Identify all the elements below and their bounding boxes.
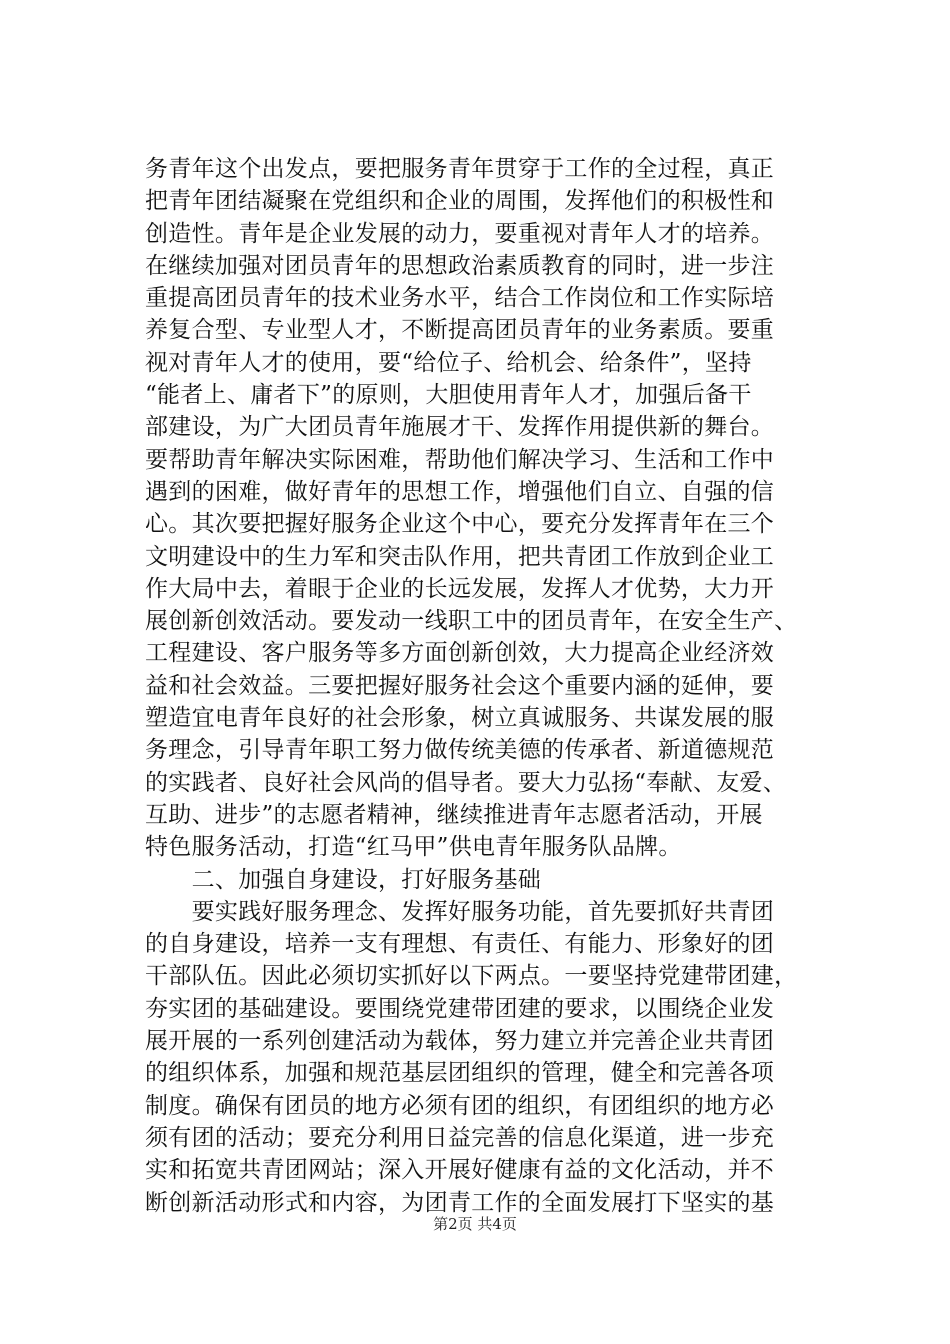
- text-line: 务青年这个出发点，要把服务青年贯穿于工作的全过程，真正: [145, 156, 775, 182]
- text-line: 的组织体系，加强和规范基层团组织的管理，健全和完善各项: [145, 1060, 775, 1087]
- text-line: 文明建设中的生力军和突击队作用，把共青团工作放到企业工: [145, 543, 775, 570]
- text-line: 养复合型、专业型人才，不断提高团员青年的业务素质。要重: [145, 317, 775, 344]
- text-line: 要实践好服务理念、发挥好服务功能，首先要抓好共青团: [145, 898, 775, 925]
- text-line: 干部队伍。因此必须切实抓好以下两点。一要坚持党建带团建，: [145, 963, 798, 990]
- text-line: 把青年团结凝聚在党组织和企业的周围，发挥他们的积极性和: [145, 188, 775, 215]
- section-heading: 二、加强自身建设，打好服务基础: [145, 866, 542, 893]
- text-line: “能者上、庸者下”的原则，大胆使用青年人才，加强后备干: [145, 382, 752, 409]
- text-line: 展创新创效活动。要发动一线职工中的团员青年，在安全生产、: [145, 608, 798, 635]
- text-line: 遇到的困难，做好青年的思想工作，增强他们自立、自强的信: [145, 478, 775, 505]
- text-line: 在继续加强对团员青年的思想政治素质教育的同时，进一步注: [145, 252, 775, 279]
- text-line: 创造性。青年是企业发展的动力，要重视对青年人才的培养。: [145, 220, 775, 247]
- text-line: 要帮助青年解决实际困难，帮助他们解决学习、生活和工作中: [145, 446, 775, 473]
- text-line: 工程建设、客户服务等多方面创新创效，大力提高企业经济效: [145, 640, 775, 667]
- text-line: 展开展的一系列创建活动为载体，努力建立并完善企业共青团: [145, 1028, 775, 1055]
- text-line: 益和社会效益。三要把握好服务社会这个重要内涵的延伸，要: [145, 672, 775, 699]
- text-line: 夯实团的基础建设。要围绕党建带团建的要求，以围绕企业发: [145, 995, 775, 1022]
- text-line: 作大局中去，着眼于企业的长远发展，发挥人才优势，大力开: [145, 575, 775, 602]
- text-line: 重提高团员青年的技术业务水平，结合工作岗位和工作实际培: [145, 285, 775, 312]
- text-line: 实和拓宽共青团网站；深入开展好健康有益的文化活动，并不: [145, 1157, 775, 1184]
- text-line: 心。其次要把握好服务企业这个中心，要充分发挥青年在三个: [145, 511, 775, 538]
- page-number-footer: 第2页 共4页: [433, 1215, 517, 1233]
- text-line: 制度。确保有团员的地方必须有团的组织，有团组织的地方必: [145, 1092, 775, 1119]
- text-line: 塑造宜电青年良好的社会形象，树立真诚服务、共谋发展的服: [145, 705, 775, 732]
- text-line: 视对青年人才的使用，要“给位子、给机会、给条件”，坚持: [145, 349, 752, 376]
- text-line: 断创新活动形式和内容，为团青工作的全面发展打下坚实的基: [145, 1189, 775, 1216]
- text-line: 部建设，为广大团员青年施展才干、发挥作用提供新的舞台。: [145, 414, 775, 441]
- text-line: 互助、进步”的志愿者精神，继续推进青年志愿者活动，开展: [145, 801, 763, 828]
- text-line: 须有团的活动；要充分利用日益完善的信息化渠道，进一步充: [145, 1124, 775, 1151]
- body-text: [145, 153, 825, 1219]
- text-line: 务理念，引导青年职工努力做传统美德的传承者、新道德规范: [145, 737, 775, 764]
- text-line: 特色服务活动，打造“红马甲”供电青年服务队品牌。: [145, 834, 682, 861]
- text-line: 的自身建设，培养一支有理想、有责任、有能力、形象好的团: [145, 931, 775, 958]
- text-line: 的实践者、良好社会风尚的倡导者。要大力弘扬“奉献、友爱、: [145, 769, 787, 796]
